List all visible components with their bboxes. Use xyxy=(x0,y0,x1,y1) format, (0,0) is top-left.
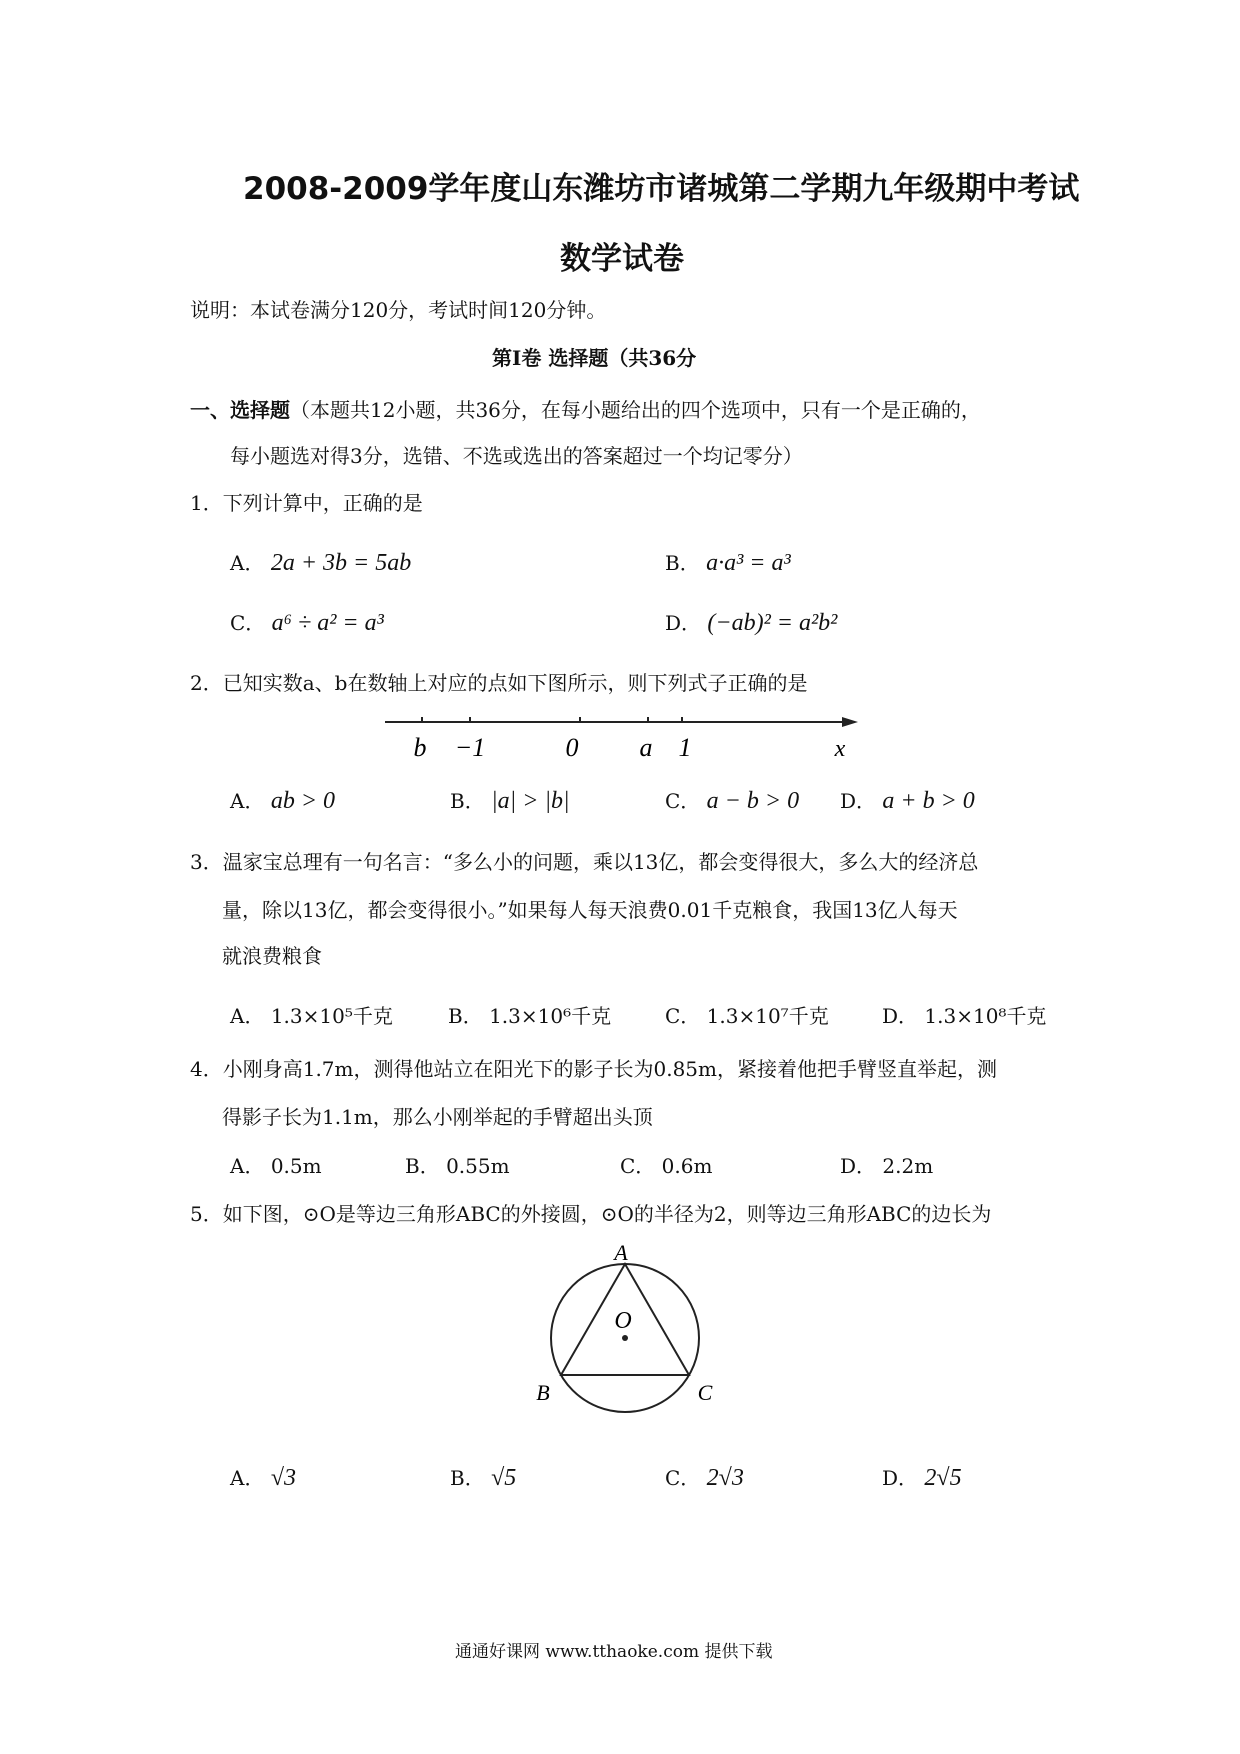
option-letter: D． xyxy=(665,611,702,635)
question-2-option-d xyxy=(840,785,975,815)
page-footer: 通通好课网 www.tthaoke.com 提供下载 xyxy=(455,1642,773,1662)
label-x: x xyxy=(834,736,846,762)
question-2-option-a xyxy=(230,785,335,815)
circle-triangle-figure xyxy=(525,1240,725,1420)
question-5-option-d xyxy=(882,1462,962,1492)
question-1-option-a xyxy=(230,547,411,577)
option-expression: √5 xyxy=(491,1465,517,1491)
option-letter: B． xyxy=(405,1154,440,1178)
question-3-option-a xyxy=(230,1000,393,1029)
part1-instructions-line2: 每小题选对得3分，选错、不选或选出的答案超过一个均记零分） xyxy=(230,444,803,468)
question-1-option-c xyxy=(230,607,384,637)
question-4-option-a xyxy=(230,1150,322,1179)
option-letter: D． xyxy=(840,789,877,813)
question-1-option-b xyxy=(665,547,791,577)
question-3-stem-line2: 量，除以13亿，都会变得很小。”如果每人每天浪费0.01千克粮食，我国13亿人每天 xyxy=(222,898,958,922)
option-letter: B． xyxy=(665,551,700,575)
number-line-figure xyxy=(380,700,860,770)
question-4-option-c xyxy=(620,1150,712,1179)
center-point xyxy=(622,1335,628,1341)
option-letter: A． xyxy=(230,1466,265,1490)
option-expression: a + b > 0 xyxy=(882,788,975,814)
question-3-stem-line3: 就浪费粮食 xyxy=(222,944,322,968)
question-3-option-c xyxy=(665,1000,829,1029)
option-expression: 1.3×10⁷千克 xyxy=(706,1004,829,1028)
option-expression: 1.3×10⁸千克 xyxy=(924,1004,1047,1028)
option-letter: A． xyxy=(230,789,265,813)
question-3-option-d xyxy=(882,1000,1046,1029)
option-expression: 2√3 xyxy=(706,1465,744,1491)
option-expression: 2a + 3b = 5ab xyxy=(270,550,412,576)
section-title: 第Ⅰ卷 选择题（共36分 xyxy=(492,346,697,370)
exam-note: 说明：本试卷满分120分，考试时间120分钟。 xyxy=(190,298,607,322)
label-a: a xyxy=(639,733,653,762)
label-minus-one: −1 xyxy=(454,733,486,762)
label-one: 1 xyxy=(678,733,692,762)
option-expression: a⁶ ÷ a² = a³ xyxy=(271,610,384,636)
option-letter: D． xyxy=(882,1466,919,1490)
option-expression: |a| > |b| xyxy=(491,788,570,814)
question-4-stem-line1: 4．小刚身高1.7m，测得他站立在阳光下的影子长为0.85m，紧接着他把手臂竖直举起，测 xyxy=(190,1057,997,1081)
option-letter: C． xyxy=(230,611,266,635)
option-letter: C． xyxy=(665,1004,701,1028)
option-letter: A． xyxy=(230,1154,265,1178)
part1-heading: 一、选择题 xyxy=(190,398,290,422)
option-letter: B． xyxy=(448,1004,483,1028)
option-letter: A． xyxy=(230,551,265,575)
question-1-option-d xyxy=(665,607,837,637)
option-letter: B． xyxy=(450,789,485,813)
question-4-stem-line2: 得影子长为1.1m，那么小刚举起的手臂超出头顶 xyxy=(222,1105,653,1129)
question-5-option-c xyxy=(665,1462,744,1492)
option-letter: D． xyxy=(840,1154,877,1178)
exam-title: 2008-2009学年度山东潍坊市诸城第二学期九年级期中考试 xyxy=(243,171,1080,207)
question-1-stem: 1．下列计算中，正确的是 xyxy=(190,491,423,515)
option-expression: 1.3×10⁶千克 xyxy=(489,1004,612,1028)
question-2-stem: 2．已知实数a、b在数轴上对应的点如下图所示，则下列式子正确的是 xyxy=(190,671,808,695)
question-2-option-b xyxy=(450,785,570,815)
vertex-label-a: A xyxy=(614,1240,628,1265)
option-expression: √3 xyxy=(270,1465,296,1491)
question-2-option-c xyxy=(665,785,799,815)
vertex-label-c: C xyxy=(697,1380,713,1405)
vertex-label-b: B xyxy=(536,1380,550,1405)
label-zero: 0 xyxy=(565,733,579,762)
part1-instructions xyxy=(190,394,981,423)
exam-subtitle: 数学试卷 xyxy=(560,241,684,277)
option-expression: 2.2m xyxy=(882,1154,934,1178)
option-letter: D． xyxy=(882,1004,919,1028)
question-5-option-b xyxy=(450,1462,516,1492)
option-letter: A． xyxy=(230,1004,265,1028)
option-letter: C． xyxy=(620,1154,656,1178)
option-expression: 0.5m xyxy=(270,1154,322,1178)
option-expression: 0.6m xyxy=(661,1154,713,1178)
option-letter: B． xyxy=(450,1466,485,1490)
center-label-o: O xyxy=(614,1308,632,1334)
question-3-stem-line1: 3．温家宝总理有一句名言：“多么小的问题，乘以13亿，都会变得很大，多么大的经济总 xyxy=(190,850,979,874)
option-expression: 2√5 xyxy=(924,1465,962,1491)
option-expression: 0.55m xyxy=(446,1154,510,1178)
question-5-stem: 5．如下图，⊙O是等边三角形ABC的外接圆，⊙O的半径为2，则等边三角形ABC的边长为 xyxy=(190,1202,992,1226)
option-letter: C． xyxy=(665,1466,701,1490)
option-expression: (−ab)² = a²b² xyxy=(707,610,838,636)
option-expression: a·a³ = a³ xyxy=(706,550,791,576)
number-line-arrow xyxy=(842,717,858,727)
question-3-option-b xyxy=(448,1000,611,1029)
label-b: b xyxy=(413,733,427,762)
question-5-option-a xyxy=(230,1462,296,1492)
option-letter: C． xyxy=(665,789,701,813)
option-expression: 1.3×10⁵千克 xyxy=(270,1004,393,1028)
option-expression: a − b > 0 xyxy=(706,788,800,814)
question-4-option-b xyxy=(405,1150,510,1179)
option-expression: ab > 0 xyxy=(270,788,336,814)
question-4-option-d xyxy=(840,1150,933,1179)
part1-instructions-line1: （本题共12小题，共36分，在每小题给出的四个选项中，只有一个是正确的， xyxy=(290,398,981,422)
